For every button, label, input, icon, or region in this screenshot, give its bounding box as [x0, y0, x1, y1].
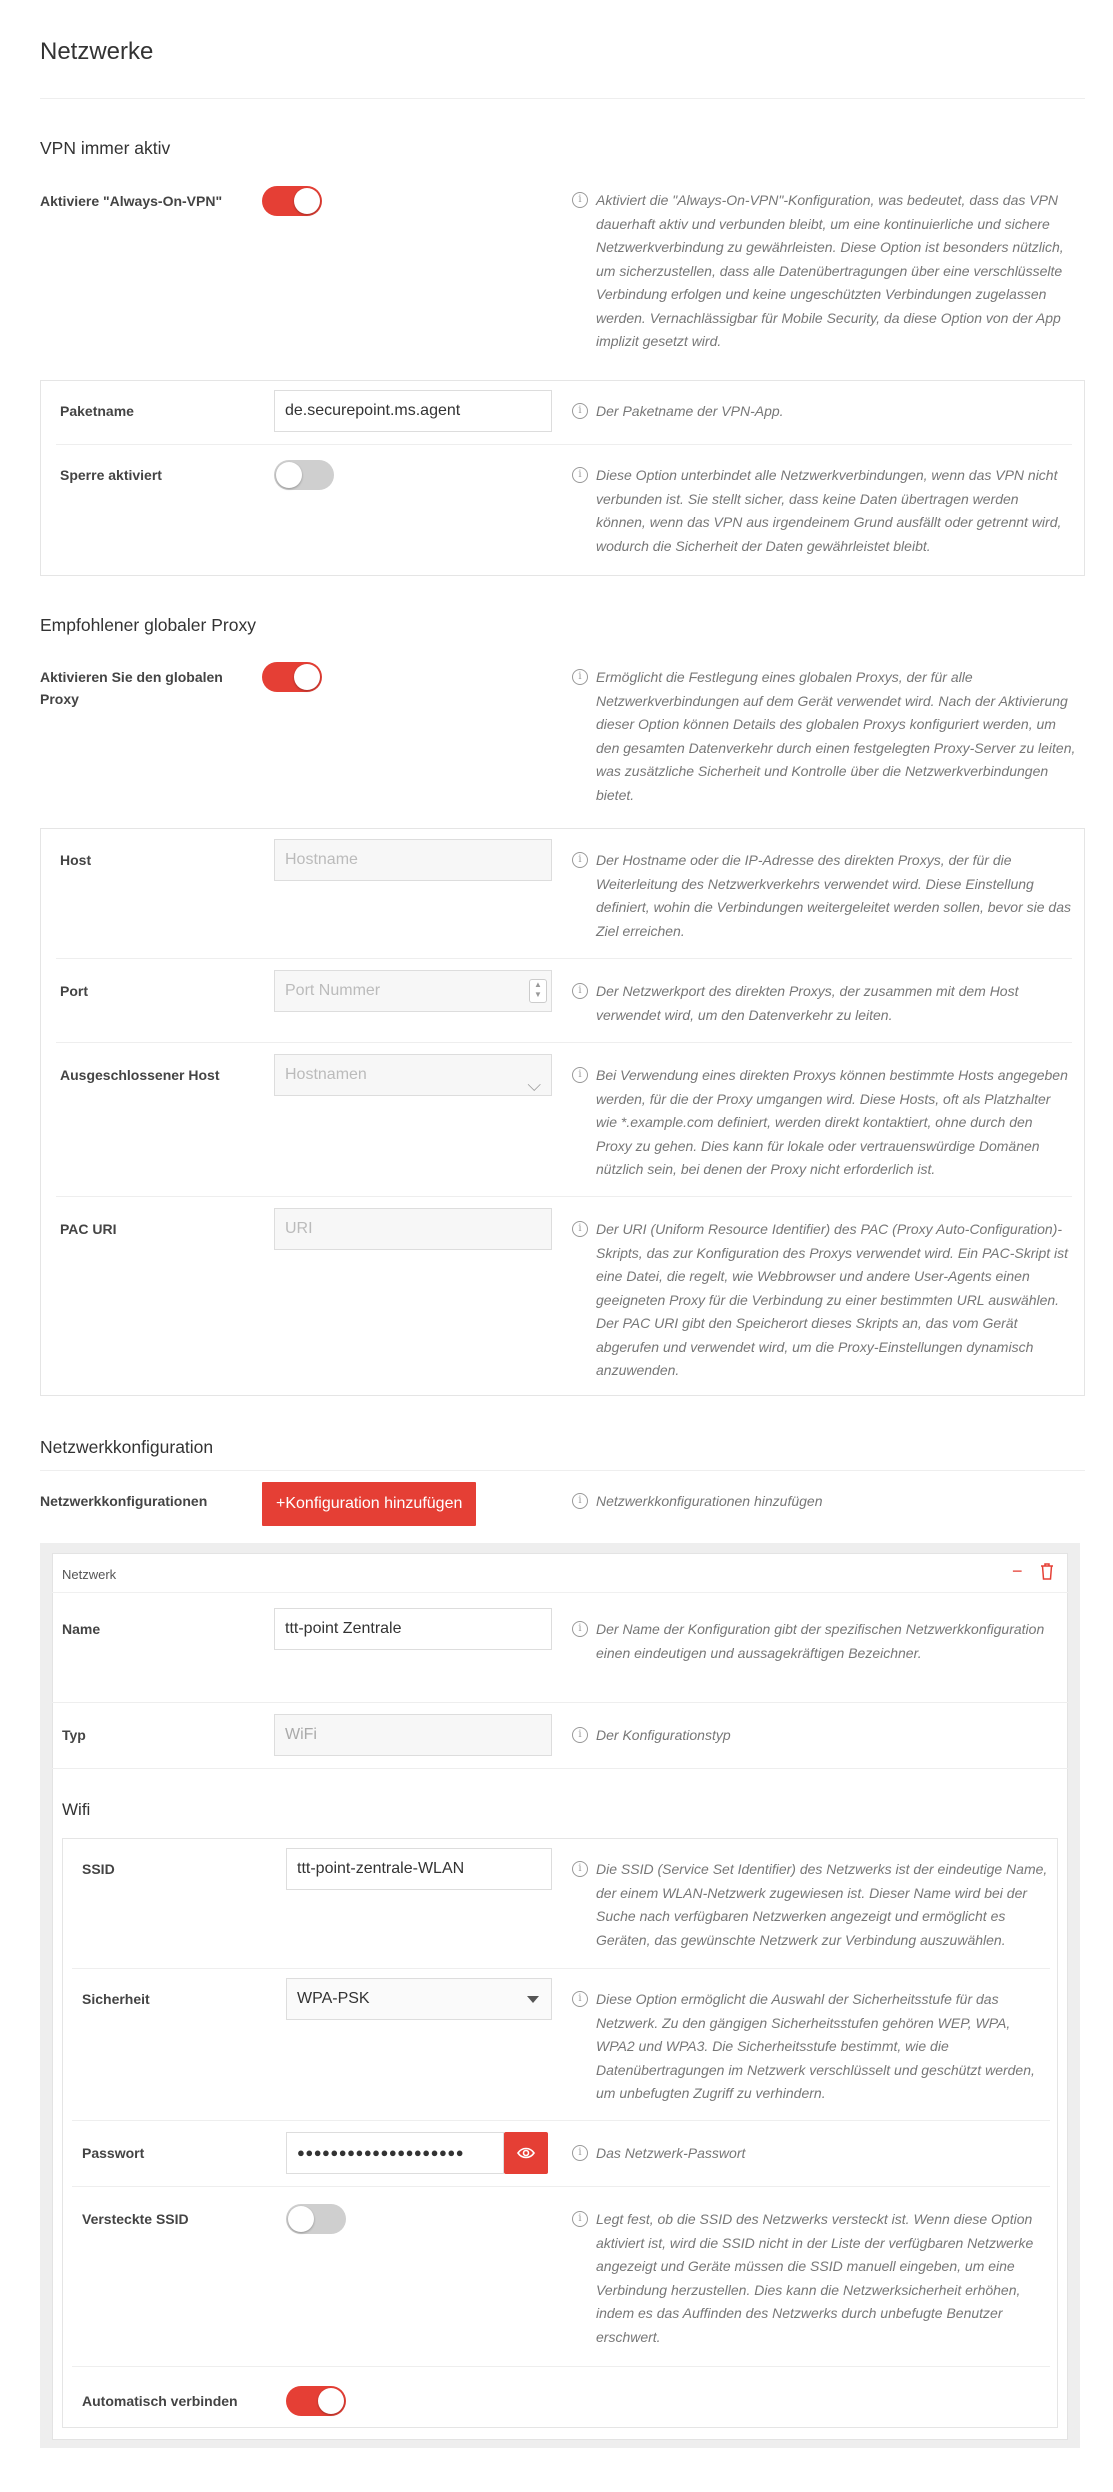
chevron-down-icon: ⌵: [527, 1075, 541, 1095]
proxy-section-title: Empfohlener globaler Proxy: [40, 615, 256, 635]
config-type-help: [572, 1724, 1052, 1748]
hidden-ssid-toggle[interactable]: [286, 2204, 346, 2234]
row-divider: [56, 958, 1072, 959]
excluded-host-label: Ausgeschlossener Host: [60, 1067, 220, 1083]
row-divider: [52, 1702, 1068, 1703]
always-on-vpn-label: Aktiviere "Always-On-VPN": [40, 193, 223, 209]
port-placeholder: Port Nummer: [285, 982, 381, 999]
password-label: Passwort: [82, 2145, 145, 2161]
info-icon: i: [572, 403, 588, 419]
config-name-label: Name: [62, 1621, 101, 1637]
help-text: Der Netzwerkport des direkten Proxys, der zusammen mit dem Host verwendet wird, um den Datenverkehr zu leiten.: [596, 983, 1019, 1023]
pac-uri-help: [572, 1218, 1072, 1383]
help-text: Der Konfigurationstyp: [596, 1727, 731, 1743]
help-text: Aktiviert die "Always-On-VPN"-Konfiguration, was bedeutet, dass das VPN dauerhaft aktiv und verbunden bleibt, um eine kontinuierliche und sichere Netzwerkverbindung zu gewährleisten. Diese Option ist besonders nützlich, um sicherzustellen, dass alle Datenübertragungen über eine verschlüsselte Verbindung erfolgen und keine ungeschützten Verbindungen zugelassen werden. Vernachlässigbar für Mobile Security, da diese Option von der App implizit gesetzt wird.: [596, 192, 1064, 349]
info-icon: i: [572, 2211, 588, 2227]
row-divider: [52, 1768, 1068, 1769]
excluded-host-help: [572, 1064, 1072, 1182]
trash-icon[interactable]: [1040, 1562, 1054, 1580]
row-divider: [56, 444, 1072, 445]
info-icon: i: [572, 669, 588, 685]
toggle-knob: [276, 462, 302, 488]
row-divider: [56, 1196, 1072, 1197]
help-text: Bei Verwendung eines direkten Proxys können bestimmte Hosts angegeben werden, für die der Proxy umgangen wird. Diese Hosts, oft als Platzhalter wie *.example.com definiert, werden direkt kontaktiert, ohne durch den Proxy zu gehen. Dies kann für lokale oder vertrauenswürdige Domänen nützlich sein, bei denen der Proxy nicht erforderlich ist.: [596, 1067, 1068, 1177]
add-configuration-button[interactable]: +Konfiguration hinzufügen: [262, 1482, 476, 1526]
netconf-section-title: Netzwerkkonfiguration: [40, 1437, 214, 1457]
pac-uri-label: PAC URI: [60, 1221, 117, 1237]
row-divider: [56, 1042, 1072, 1043]
info-icon: i: [572, 1067, 588, 1083]
config-type-label: Typ: [62, 1727, 86, 1743]
port-help: [572, 980, 1072, 1027]
eye-icon: [504, 2132, 548, 2174]
row-divider: [72, 1968, 1050, 1969]
help-text: Die SSID (Service Set Identifier) des Netzwerks ist der eindeutige Name, der einem WLAN-Netzwerk zugewiesen ist. Dieser Name wird bei der Suche nach verfügbaren Netzwerken angezeigt und ermöglicht es Geräten, das gewünschte Netzwerk zur Verbindung auszuwählen.: [596, 1861, 1048, 1948]
minimize-icon[interactable]: −: [1012, 1561, 1023, 1581]
password-input[interactable]: ●●●●●●●●●●●●●●●●●●●●: [286, 2132, 504, 2174]
help-text: Diese Option unterbindet alle Netzwerkverbindungen, wenn das VPN nicht verbunden ist. Sie stellt sicher, dass keine Daten übertragen werden können, wenn das VPN aus irgendeinem Grund ausfällt oder getrennt wird, wodurch die Sicherheit der Daten gewährleistet bleibt.: [596, 467, 1062, 554]
info-icon: i: [572, 983, 588, 999]
netconf-help: [572, 1490, 1072, 1514]
security-label: Sicherheit: [82, 1991, 150, 2007]
title-divider: [40, 98, 1085, 99]
password-help: [572, 2142, 1052, 2166]
help-text: Netzwerkkonfigurationen hinzufügen: [596, 1493, 823, 1509]
config-name-input[interactable]: ttt-point Zentrale: [274, 1608, 552, 1650]
autoconnect-toggle[interactable]: [286, 2386, 346, 2416]
ssid-help: [572, 1858, 1052, 1952]
autoconnect-label: Automatisch verbinden: [82, 2393, 238, 2409]
lockdown-help: [572, 464, 1072, 558]
network-card-header: Netzwerk: [62, 1567, 117, 1582]
package-name-input[interactable]: de.securepoint.ms.agent: [274, 390, 552, 432]
info-icon: i: [572, 1493, 588, 1509]
wifi-section-title: Wifi: [62, 1800, 91, 1819]
security-value: WPA-PSK: [297, 1990, 370, 2007]
global-proxy-toggle[interactable]: [262, 662, 322, 692]
row-divider: [72, 2366, 1050, 2367]
row-divider: [72, 2120, 1050, 2121]
row-divider: [72, 2186, 1050, 2187]
info-icon: i: [572, 1861, 588, 1877]
card-header-divider: [52, 1592, 1068, 1593]
section-divider: [40, 1470, 1085, 1471]
info-icon: i: [572, 852, 588, 868]
caret-down-icon: [527, 1996, 539, 2003]
info-icon: i: [572, 1727, 588, 1743]
excluded-placeholder: Hostnamen: [285, 1066, 367, 1083]
hidden-ssid-label: Versteckte SSID: [82, 2211, 189, 2227]
hidden-ssid-help: [572, 2208, 1052, 2349]
info-icon: i: [572, 1621, 588, 1637]
help-text: Das Netzwerk-Passwort: [596, 2145, 746, 2161]
help-text: Der Name der Konfiguration gibt der spezifischen Netzwerkkonfiguration einen eindeutigen und aussagekräftigen Bezeichner.: [596, 1621, 1045, 1661]
toggle-knob: [288, 2206, 314, 2232]
host-help: [572, 849, 1072, 943]
info-icon: i: [572, 467, 588, 483]
always-on-vpn-toggle[interactable]: [262, 186, 322, 216]
help-text: Der Hostname oder die IP-Adresse des direkten Proxys, der für die Weiterleitung des Netzwerkverkehrs verwendet wird. Diese Einstellung definiert, wohin die Verbindungen weitergeleitet werden sollen, bevor sie das Ziel erreichen.: [596, 852, 1071, 939]
help-text: Legt fest, ob die SSID des Netzwerks versteckt ist. Wenn diese Option aktiviert ist, wird die SSID nicht in der Liste der verfügbaren Netzwerke angezeigt und Geräte müssen die SSID manuell eingeben, um eine Verbindung herzustellen. Dies kann die Netzwerksicherheit erhöhen, indem es das Auffinden des Netzwerks durch unbefugte Benutzer erschwert.: [596, 2211, 1034, 2345]
page-title: Netzwerke: [40, 38, 154, 65]
help-text: Diese Option ermöglicht die Auswahl der Sicherheitsstufe für das Netzwerk. Zu den gängigen Sicherheitsstufen gehören WEP, WPA, WPA2 und WPA3. Die Sicherheitsstufe bestimmt, wie die Datenübertragungen im Netzwerk verschlüsselt und geschützt werden, um unbefugten Zugriff zu verhindern.: [596, 1991, 1035, 2101]
package-name-label: Paketname: [60, 403, 134, 419]
port-input[interactable]: [274, 970, 552, 1012]
security-help: [572, 1988, 1052, 2106]
help-text: Ermöglicht die Festlegung eines globalen Proxys, der für alle Netzwerkverbindungen auf dem Gerät verwendet wird. Nach der Aktivierung dieser Option können Details des globalen Proxys konfiguriert werden, um den gesamten Datenverkehr durch einen festgelegten Proxy-Server zu leiten, was zusätzliche Sicherheit und Kontrolle über die Netzwerkverbindungen bietet.: [596, 669, 1076, 803]
config-type-input: WiFi: [274, 1714, 552, 1756]
lockdown-label: Sperre aktiviert: [60, 467, 162, 483]
pac-uri-input[interactable]: URI: [274, 1208, 552, 1250]
package-name-help: [572, 400, 1072, 424]
global-proxy-label: Aktivieren Sie den globalen Proxy: [40, 669, 223, 707]
info-icon: i: [572, 1221, 588, 1237]
global-proxy-help: [572, 666, 1082, 807]
host-input[interactable]: Hostname: [274, 839, 552, 881]
toggle-knob: [294, 188, 320, 214]
ssid-input[interactable]: ttt-point-zentrale-WLAN: [286, 1848, 552, 1890]
lockdown-toggle[interactable]: [274, 460, 334, 490]
spinner-icon[interactable]: ▲ ▼: [529, 979, 547, 1003]
config-name-help: [572, 1618, 1052, 1665]
excluded-host-select[interactable]: [274, 1054, 552, 1096]
help-text: Der Paketname der VPN-App.: [596, 403, 784, 419]
vpn-section-title: VPN immer aktiv: [40, 138, 171, 158]
help-text: Der URI (Uniform Resource Identifier) des PAC (Proxy Auto-Configuration)-Skripts, das zur Konfiguration des Proxys verwendet wird. Ein PAC-Skript ist eine Datei, die regelt, wie Webbrowser und andere User-Agents einen geeigneten Proxy für die Verbindung zu einer bestimmten URL auswählen. Der PAC URI gibt den Speicherort dieses Skripts an, das vom Gerät abgerufen und verwendet wird, um die Proxy-Einstellungen dynamisch anzuwenden.: [596, 1221, 1069, 1378]
toggle-knob: [318, 2388, 344, 2414]
info-icon: i: [572, 192, 588, 208]
show-password-button[interactable]: [504, 2132, 548, 2174]
port-label: Port: [60, 983, 88, 999]
info-icon: i: [572, 2145, 588, 2161]
host-label: Host: [60, 852, 92, 868]
always-on-vpn-help: [572, 189, 1087, 354]
security-select[interactable]: [286, 1978, 552, 2020]
ssid-label: SSID: [82, 1861, 115, 1877]
info-icon: i: [572, 1991, 588, 2007]
toggle-knob: [294, 664, 320, 690]
netconf-label: Netzwerkkonfigurationen: [40, 1493, 208, 1509]
